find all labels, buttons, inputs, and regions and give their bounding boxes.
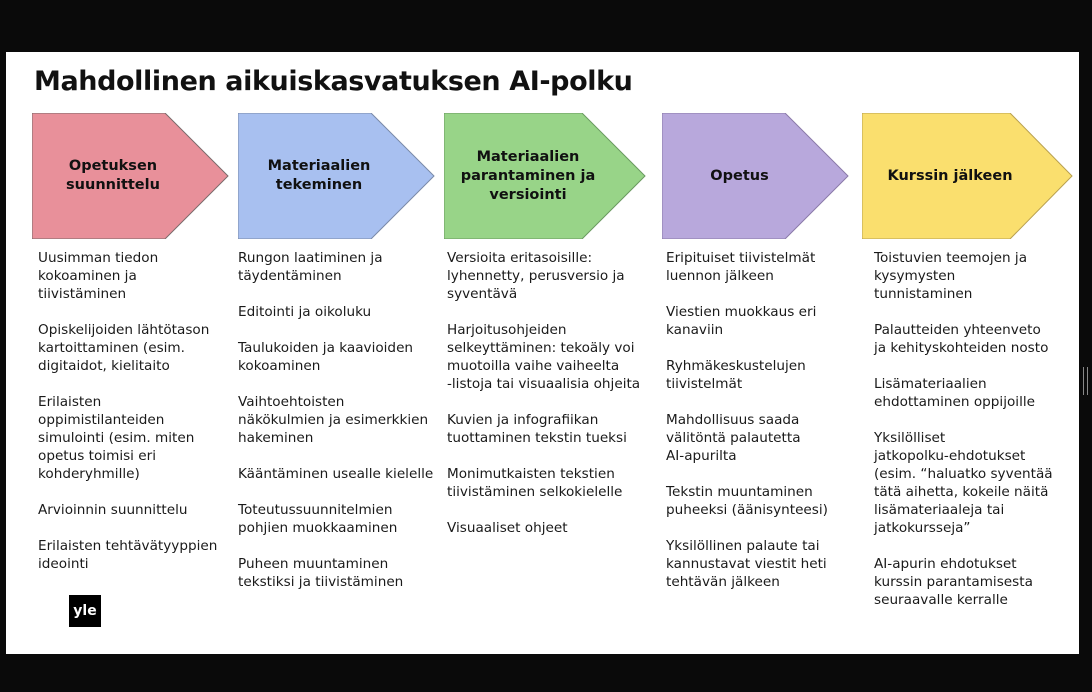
stage-materiaalien-parantaminen — [444, 113, 644, 536]
slide — [6, 52, 1079, 654]
stage-label: Materiaalien tekeminen — [267, 158, 371, 193]
list-item: Yksilöllinen palaute tai kannustavat viestit heti tehtävän jälkeen — [666, 538, 827, 590]
stage-label: Opetuksen suunnittelu — [66, 158, 160, 193]
list-item: Viestien muokkaus eri kanaviin — [666, 304, 817, 338]
list-item: Erilaisten tehtävätyyppien ideointi — [38, 538, 218, 572]
stage-label: Materiaalien parantaminen ja versiointi — [460, 148, 596, 203]
stage-arrow — [662, 113, 862, 239]
list-item: Monimutkaisten tekstien tiivistäminen selkokielelle — [447, 466, 623, 500]
list-item: Kääntäminen usealle kielelle — [238, 466, 434, 482]
list-item: Toteutussuunnitelmien pohjien muokkaaminen — [238, 502, 398, 536]
list-item: Erilaisten oppimistilanteiden simulointi (esim. miten opetus toimisi eri kohderyhmille) — [38, 394, 195, 482]
list-item: Eripituiset tiivistelmät luennon jälkeen — [666, 250, 816, 284]
slide-title: Mahdollinen aikuiskasvatuksen AI-polku — [34, 66, 633, 97]
list-item: Opiskelijoiden lähtötason kartoittaminen (esim. digitaidot, kielitaito — [38, 322, 210, 374]
stage-label: Opetus — [710, 167, 769, 184]
list-item: Toistuvien teemojen ja kysymysten tunnistaminen — [874, 250, 1028, 302]
stage-arrow — [32, 113, 232, 239]
stage-arrow — [444, 113, 644, 239]
list-item: Harjoitusohjeiden selkeyttäminen: tekoäly voi muotoilla vaihe vaiheelta -listoja tai visuaalisia ohjeita — [447, 322, 641, 392]
list-item: Palautteiden yhteenveto ja kehityskohteiden nosto — [874, 322, 1049, 356]
stage-kurssin-jalkeen — [862, 113, 1074, 608]
list-item: Editointi ja oikoluku — [238, 304, 372, 320]
list-item: Tekstin muuntaminen puheeksi (äänisynteesi) — [666, 484, 828, 518]
yle-logo: yle — [69, 595, 101, 627]
stage-opetus — [662, 113, 862, 590]
list-item: Taulukoiden ja kaavioiden kokoaminen — [238, 340, 414, 374]
list-item: Vaihtoehtoisten näkökulmien ja esimerkkien hakeminen — [238, 394, 429, 446]
list-item: Arvioinnin suunnittelu — [38, 502, 188, 518]
list-item: Visuaaliset ohjeet — [447, 520, 568, 536]
stage-materiaalien-tekeminen — [238, 113, 438, 590]
list-item: Kuvien ja infografiikan tuottaminen tekstin tueksi — [447, 412, 627, 446]
list-item: Lisämateriaalien ehdottaminen oppijoille — [874, 376, 1035, 410]
list-item: Yksilölliset jatkopolku-ehdotukset (esim. “haluatko syventää tätä aihetta, kokeile näitä lisämateriaaleja tai jatkokursseja” — [874, 430, 1053, 536]
stage-opetuksen-suunnittelu — [32, 113, 232, 572]
stage-arrow — [238, 113, 438, 239]
list-item: AI-apurin ehdotukset kurssin parantamisesta seuraavalle kerralle — [874, 556, 1033, 608]
list-item: Mahdollisuus saada välitöntä palautetta AI-apurilta — [666, 412, 801, 464]
list-item: Ryhmäkeskustelujen tiivistelmät — [666, 358, 806, 392]
list-item: Versioita eritasoisille: lyhennetty, perusversio ja syventävä — [447, 250, 625, 302]
list-item: Rungon laatiminen ja täydentäminen — [238, 250, 383, 284]
scroll-handle[interactable] — [1083, 367, 1088, 395]
stage-label: Kurssin jälkeen — [887, 167, 1013, 184]
list-item: Puheen muuntaminen tekstiksi ja tiivistäminen — [238, 556, 404, 590]
list-item: Uusimman tiedon kokoaminen ja tiivistäminen — [38, 250, 159, 302]
stage-arrow — [862, 113, 1074, 239]
